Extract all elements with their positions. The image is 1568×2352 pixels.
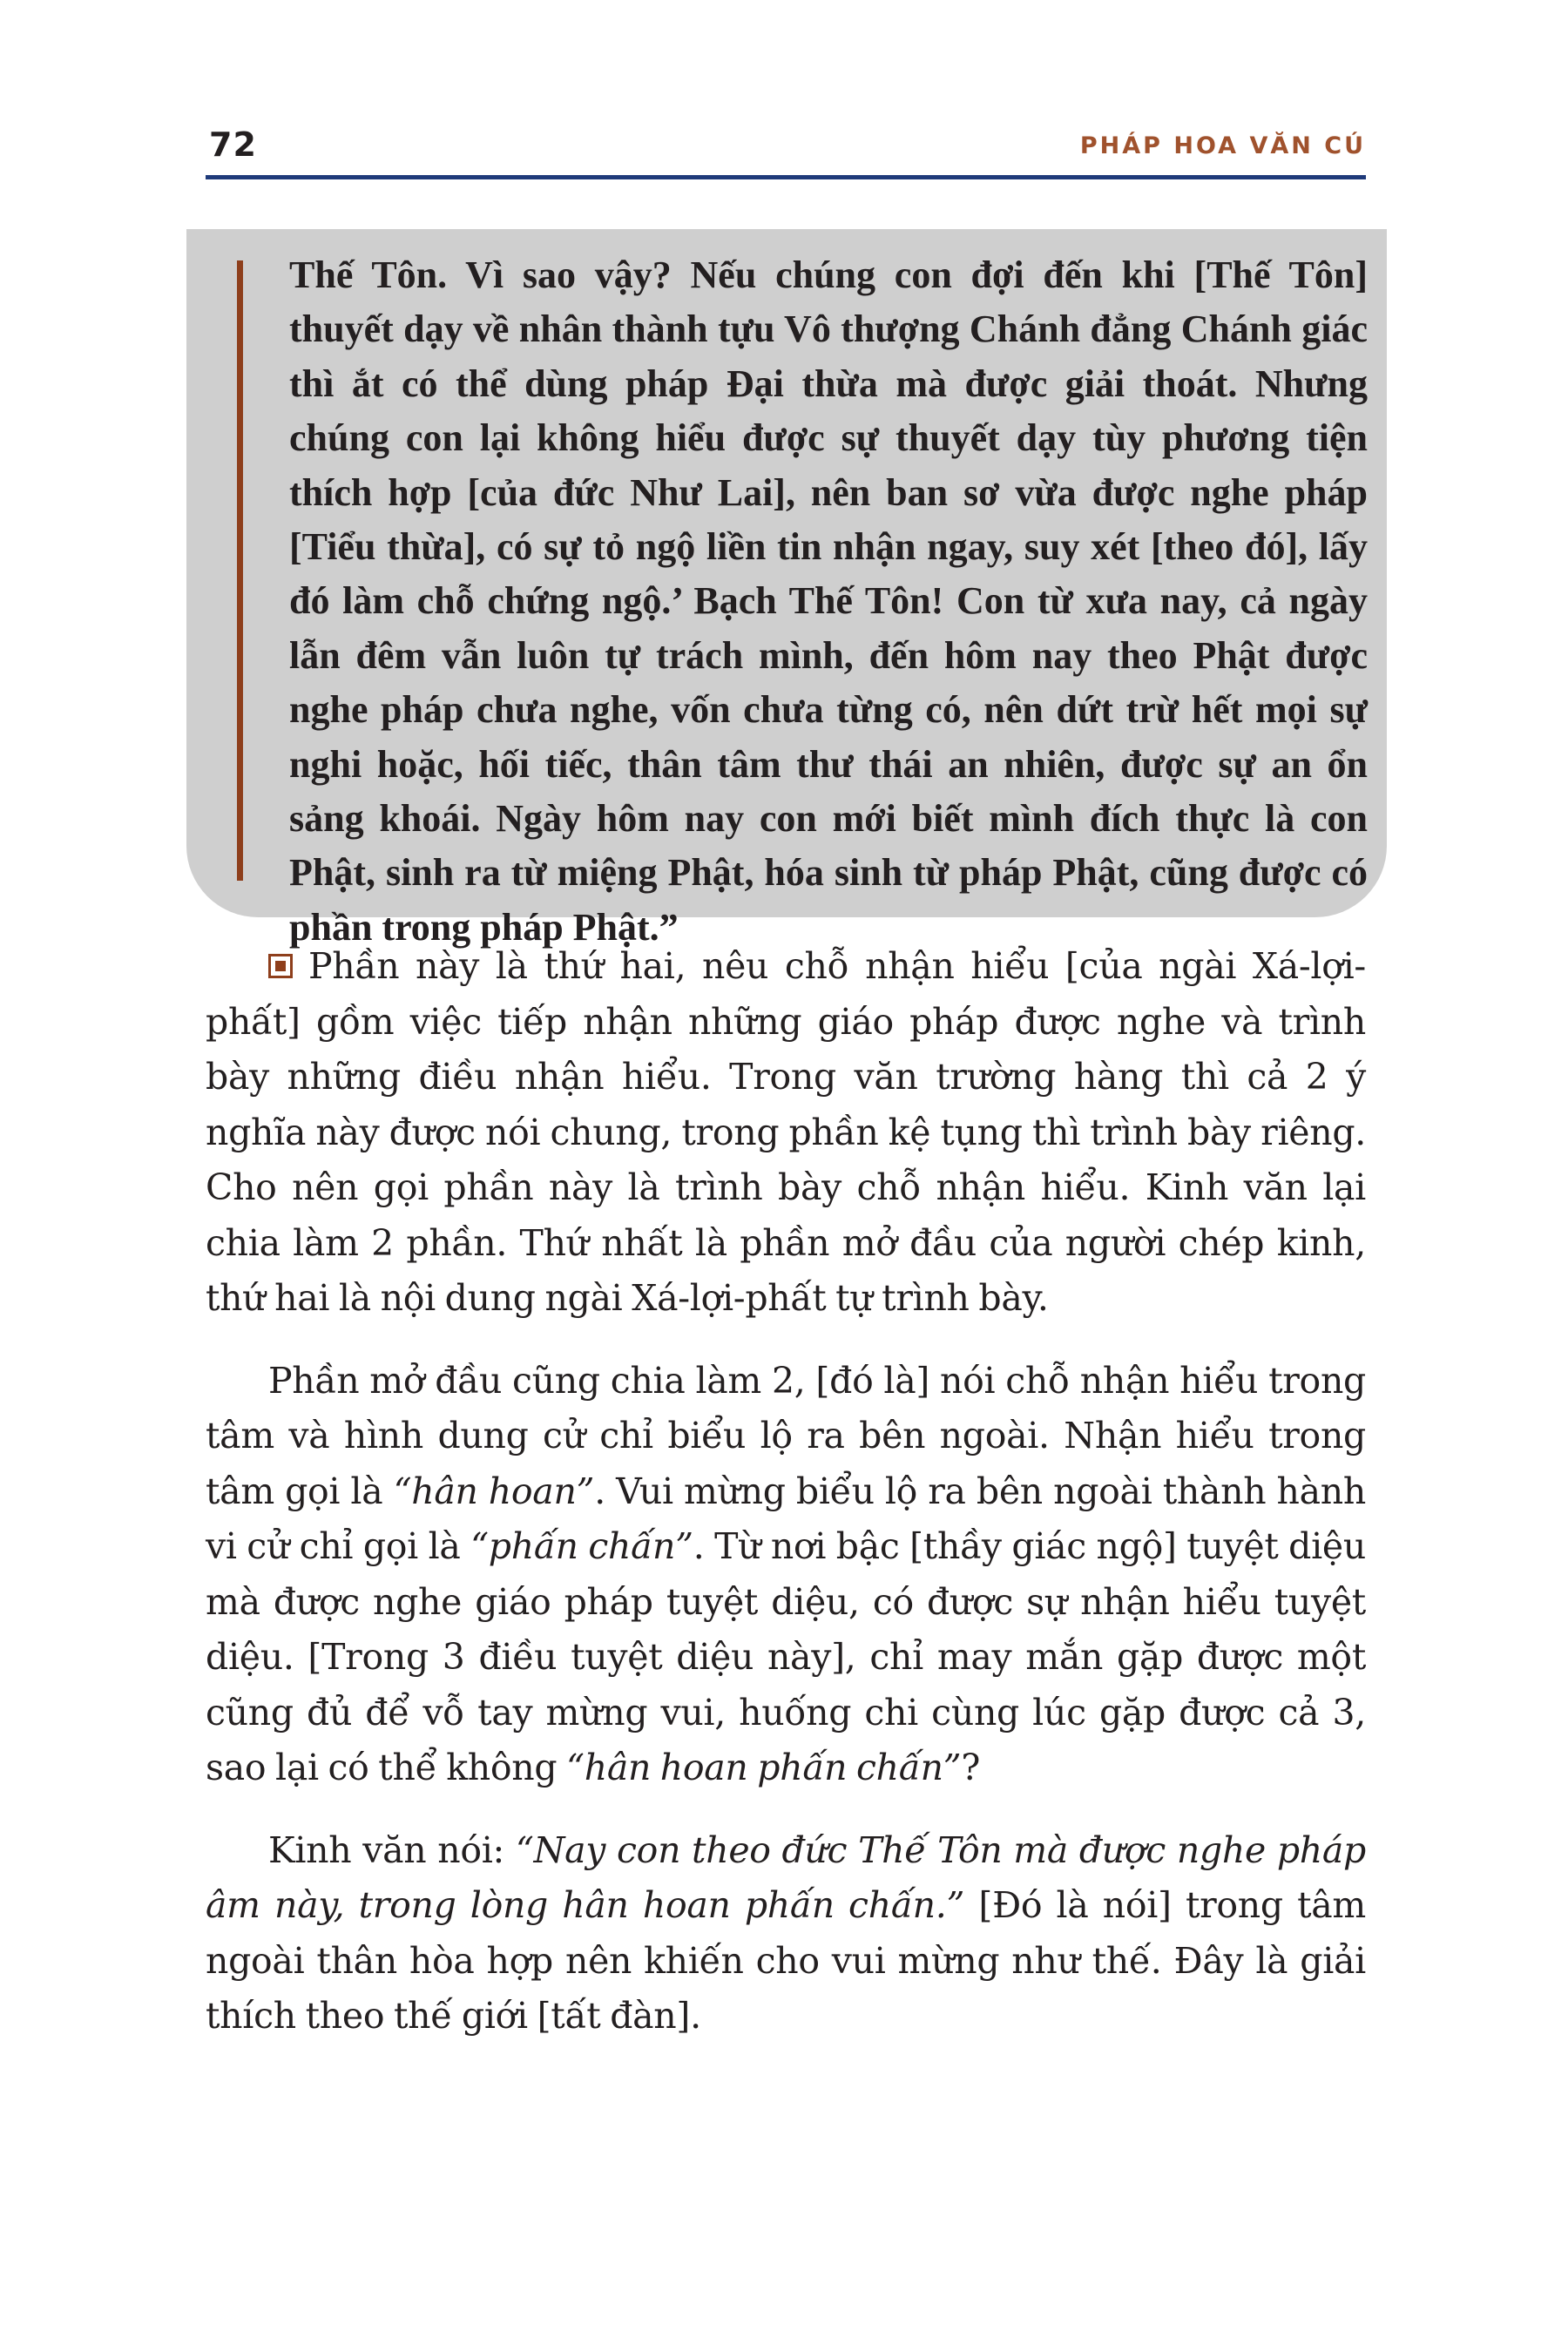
term-han-hoan: “hân hoan” xyxy=(393,1470,595,1512)
sutra-quote: “Nay con theo đức Thế Tôn mà được nghe pháp âm này, trong lòng hân hoan phấn chấn.” xyxy=(206,1828,1366,1926)
paragraph-3-text: [Đó là nói] trong tâm ngoài thân hòa hợp nên khiến cho vui mừng như thế. Đây là giải thích theo thế giới [tất đàn]. xyxy=(206,1884,1367,2037)
page-number: 72 xyxy=(209,125,257,164)
paragraph-2-text: . Vui mừng biểu lộ ra bên ngoài thành hành vi cử chỉ gọi là xyxy=(206,1470,1366,1567)
paragraph-1-text: Phần này là thứ hai, nêu chỗ nhận hiểu [của ngài Xá-lợi-phất] gồm việc tiếp nhận những giáo pháp được nghe và trình bày những điều nhận hiểu. Trong văn trường hàng thì cả 2 ý nghĩa này được nói chung, trong phần kệ tụng thì trình bày riêng. Cho nên gọi phần này là trình bày chỗ nhận hiểu. Kinh văn lại chia làm 2 phần. Thứ nhất là phần mở đầu của người chép kinh, thứ hai là nội dung ngài Xá-lợi-phất tự trình bày. xyxy=(206,945,1366,1319)
paragraph-2 xyxy=(206,1354,1366,1796)
paragraph-2-text: ? xyxy=(961,1747,981,1788)
paragraph-3-text: Kinh văn nói: xyxy=(268,1828,516,1871)
paragraph-3 xyxy=(206,1823,1366,2044)
page-header xyxy=(206,122,1366,174)
body-text xyxy=(206,939,1366,2072)
square-bullet-icon xyxy=(268,954,293,978)
term-han-hoan-phan-chan: “hân hoan phấn chấn” xyxy=(566,1747,962,1788)
book-title: PHÁP HOA VĂN CÚ xyxy=(1079,132,1366,159)
header-rule xyxy=(206,175,1366,179)
quote-accent-bar xyxy=(237,260,243,881)
paragraph-1 xyxy=(206,939,1366,1327)
quote-box xyxy=(186,229,1387,949)
quote-text: Thế Tôn. Vì sao vậy? Nếu chúng con đợi đến khi [Thế Tôn] thuyết dạy về nhân thành tựu Vô thượng Chánh đẳng Chánh giác thì ắt có thể dùng pháp Đại thừa mà được giải thoát. Nhưng chúng con lại không hiểu được sự thuyết dạy tùy phương tiện thích hợp [của đức Như Lai], nên ban sơ vừa được nghe pháp [Tiểu thừa], có sự tỏ ngộ liền tin nhận ngay, suy xét [theo đó], lấy đó làm chỗ chứng ngộ.’ Bạch Thế Tôn! Con từ xưa nay, cả ngày lẫn đêm vẫn luôn tự trách mình, đến hôm nay theo Phật được nghe pháp chưa nghe, vốn chưa từng có, nên dứt trừ hết mọi sự nghi hoặc, hối tiếc, thân tâm thư thái an nhiên, được sự an ổn sảng khoái. Ngày hôm nay con mới biết mình đích thực là con Phật, sinh ra từ miệng Phật, hóa sinh từ pháp Phật, cũng được có phần trong pháp Phật.” xyxy=(289,253,1368,949)
paragraph-2-text: Phần mở đầu cũng chia làm 2, [đó là] nói chỗ nhận hiểu trong tâm và hình dung cử chỉ biểu lộ ra bên ngoài. Nhận hiểu trong tâm gọi là xyxy=(206,1359,1366,1512)
paragraph-2-text: . Từ nơi bậc [thầy giác ngộ] tuyệt diệu mà được nghe giáo pháp tuyệt diệu, có được sự nhận hiểu tuyệt diệu. [Trong 3 điều tuyệt diệu này], chỉ may mắn gặp được một cũng đủ để vỗ tay mừng vui, huống chi cùng lúc gặp được cả 3, sao lại có thể không xyxy=(206,1525,1366,1788)
term-phan-chan: “phấn chấn” xyxy=(470,1525,693,1567)
